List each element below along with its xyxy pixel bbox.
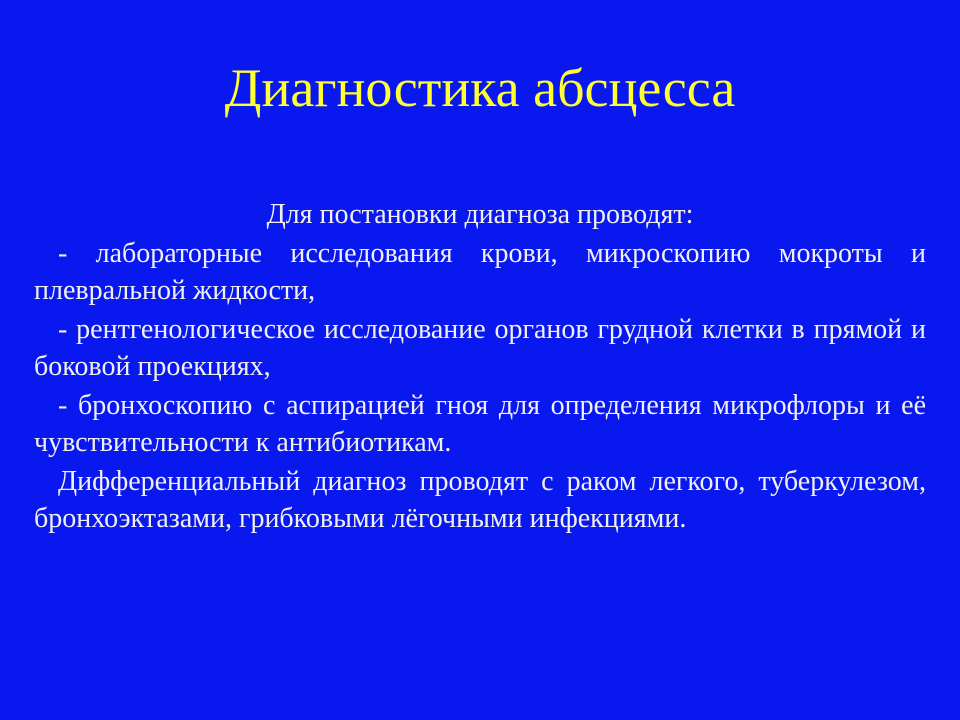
paragraph-differential-diagnosis: Дифференциальный диагноз проводят с раком легкого, туберкулезом, бронхоэктазами, грибковыми лёгочными инфекциями. [34, 466, 926, 534]
paragraph-xray: - рентгенологическое исследование органов грудной клетки в прямой и боковой проекциях, [34, 314, 926, 382]
slide-body [34, 196, 926, 539]
slide-title: Диагностика абсцесса [224, 58, 736, 118]
paragraph-bronchoscopy: - бронхоскопию с аспирацией гноя для определения микрофлоры и её чувствительности к антибиотикам. [34, 390, 926, 458]
paragraph-lab-tests: - лабораторные исследования крови, микроскопию мокроты и плевральной жидкости, [34, 238, 926, 306]
intro-text: Для постановки диагноза проводят: [266, 199, 694, 230]
